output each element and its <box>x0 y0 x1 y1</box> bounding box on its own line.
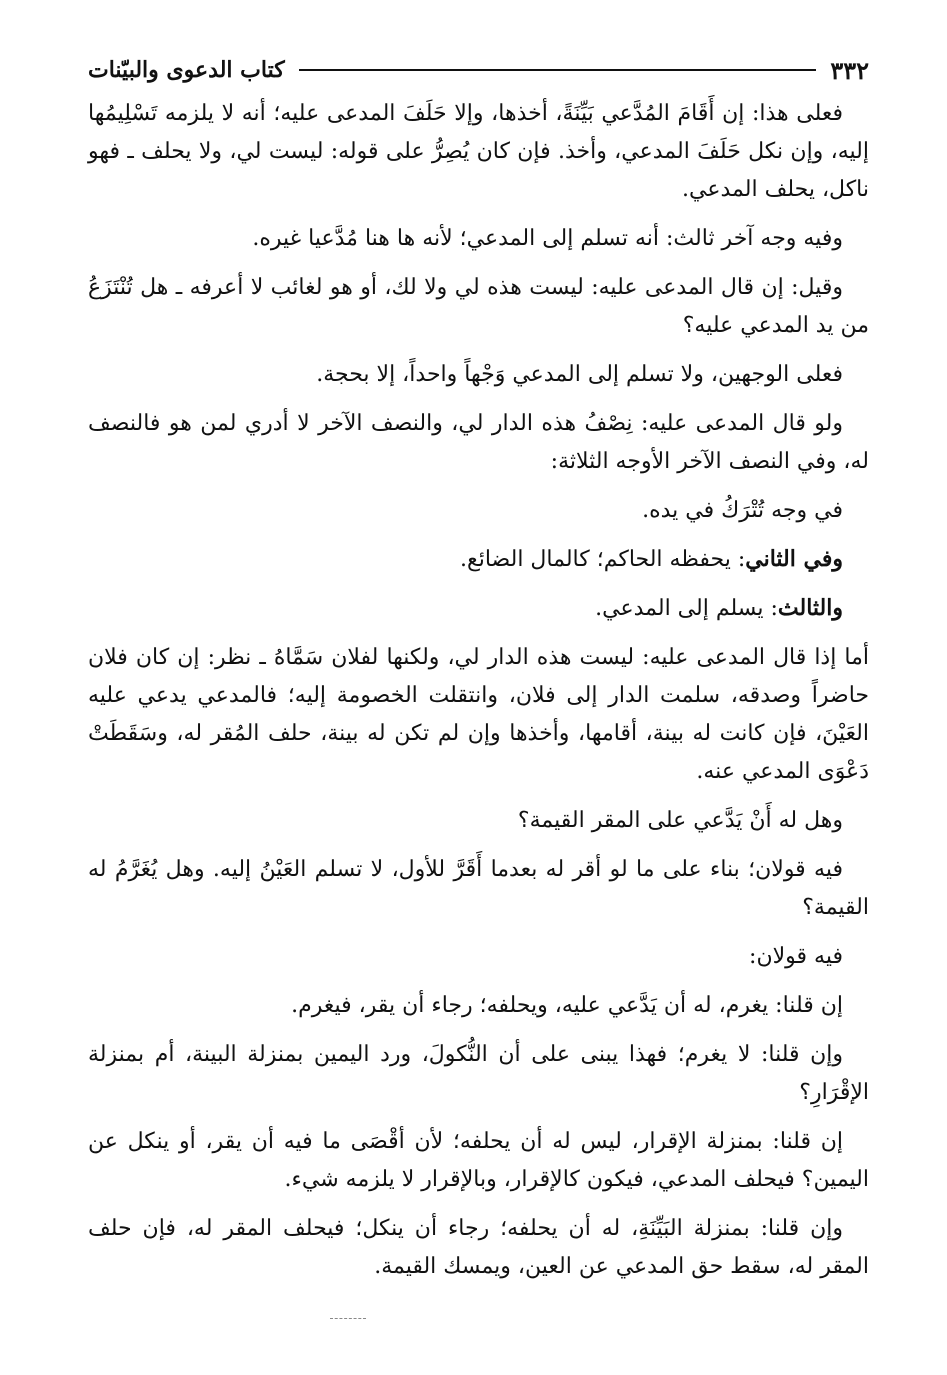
paragraph-text: وفيه وجه آخر ثالث: أنه تسلم إلى المدعي؛ لأنه ها هنا مُدَّعيا غيره. <box>252 226 843 251</box>
running-title: كتاب الدعوى والبيّنات <box>88 57 285 83</box>
paragraph <box>88 268 869 345</box>
paragraph-text: وإن قلنا: لا يغرم؛ فهذا يبنى على أن النُّكولَ، ورد اليمين بمنزلة البينة، أم بمنزلة الإقْرَارِ؟ <box>88 1042 869 1105</box>
paragraph-lead: وفي الثاني <box>745 546 843 572</box>
paragraph <box>88 1209 869 1286</box>
paragraph <box>88 355 869 394</box>
paragraph-text: : يسلم إلى المدعي. <box>595 596 778 621</box>
paragraph-text: : يحفظه الحاكم؛ كالمال الضائع. <box>460 547 746 572</box>
page-number: ٣٣٢ <box>830 55 869 85</box>
page-body <box>88 94 869 1286</box>
paragraph <box>88 850 869 927</box>
paragraph <box>88 1035 869 1112</box>
paragraph-text: إن قلنا: يغرم، له أن يَدَّعي عليه، ويحلفه؛ رجاء أن يقر، فيغرم. <box>291 993 843 1018</box>
paragraph-text: وإن قلنا: بمنزلة البَيِّنَةِ، له أن يحلفه؛ رجاء أن ينكل؛ فيحلف المقر له، فإن حلف المقر له، سقط حق المدعي عن العين، ويمسك القيمة. <box>88 1216 869 1279</box>
page-header <box>88 50 869 90</box>
paragraph <box>88 404 869 481</box>
paragraph <box>88 638 869 791</box>
paragraph-text: فيه قولان: <box>749 944 843 969</box>
paragraph <box>88 589 869 628</box>
paragraph <box>88 94 869 209</box>
paragraph <box>88 937 869 976</box>
paragraph <box>88 219 869 258</box>
paragraph-text: وقيل: إن قال المدعى عليه: ليست هذه لي ولا لك، أو هو لغائب لا أعرفه ـ هل تُنْتَزَعُ من يد المدعي عليه؟ <box>88 275 869 338</box>
paragraph-text: وهل له أَنْ يَدَّعي على المقر القيمة؟ <box>517 808 843 833</box>
paragraph <box>88 801 869 840</box>
paragraph-lead: والثالث <box>777 595 843 621</box>
paragraph <box>88 1122 869 1199</box>
header-rule <box>299 69 817 71</box>
paragraph-text: فيه قولان؛ بناء على ما لو أقر له بعدما أَقَرَّ للأول، لا تسلم العَيْنُ إليه. وهل يُغَرَّمُ له القيمة؟ <box>88 857 869 920</box>
paragraph-text: أما إذا قال المدعى عليه: ليست هذه الدار لي، ولكنها لفلان سَمَّاهُ ـ نظر: إن كان فلان حاضراً وصدقه، سلمت الدار إلى فلان، وانتقلت الخصومة إليه؛ فالمدعي يدعي عليه العَيْنَ، فإن كانت له بينة، أقامها، وأخذها وإن لم تكن له بينة، حلف المُقر له، وسَقَطَتْ دَعْوَى المدعي عنه. <box>88 645 869 784</box>
paragraph-text: فعلى هذا: إن أَقَامَ المُدَّعي بَيِّنَةً، أخذها، وإلا حَلَفَ المدعى عليه؛ أنه لا يلزمه تَسْلِيمُها إليه، وإن نكل حَلَفَ المدعي، وأخذ. فإن كان يُصِرُّ على قوله: ليست لي، ولا يحلف ـ فهو ناكل، يحلف المدعي. <box>88 101 869 202</box>
paragraph-text: إن قلنا: بمنزلة الإقرار، ليس له أن يحلفه؛ لأن أقْصَى ما فيه أن يقر، أو ينكل عن اليمين؟ فيحلف المدعي، فيكون كالإقرار، وبالإقرار لا يلزمه شيء. <box>88 1129 869 1192</box>
paragraph-text: فعلى الوجهين، ولا تسلم إلى المدعي وَجْهاً واحداً، إلا بحجة. <box>316 362 843 387</box>
paragraph-text: في وجه تُتْرَكُ في يده. <box>642 498 843 523</box>
paragraph <box>88 986 869 1025</box>
paragraph <box>88 491 869 530</box>
footer-mark <box>330 1318 366 1319</box>
paragraph-text: ولو قال المدعى عليه: نِصْفُ هذه الدار لي، والنصف الآخر لا أدري لمن هو فالنصف له، وفي النصف الآخر الأوجه الثلاثة: <box>88 411 869 474</box>
paragraph <box>88 540 869 579</box>
